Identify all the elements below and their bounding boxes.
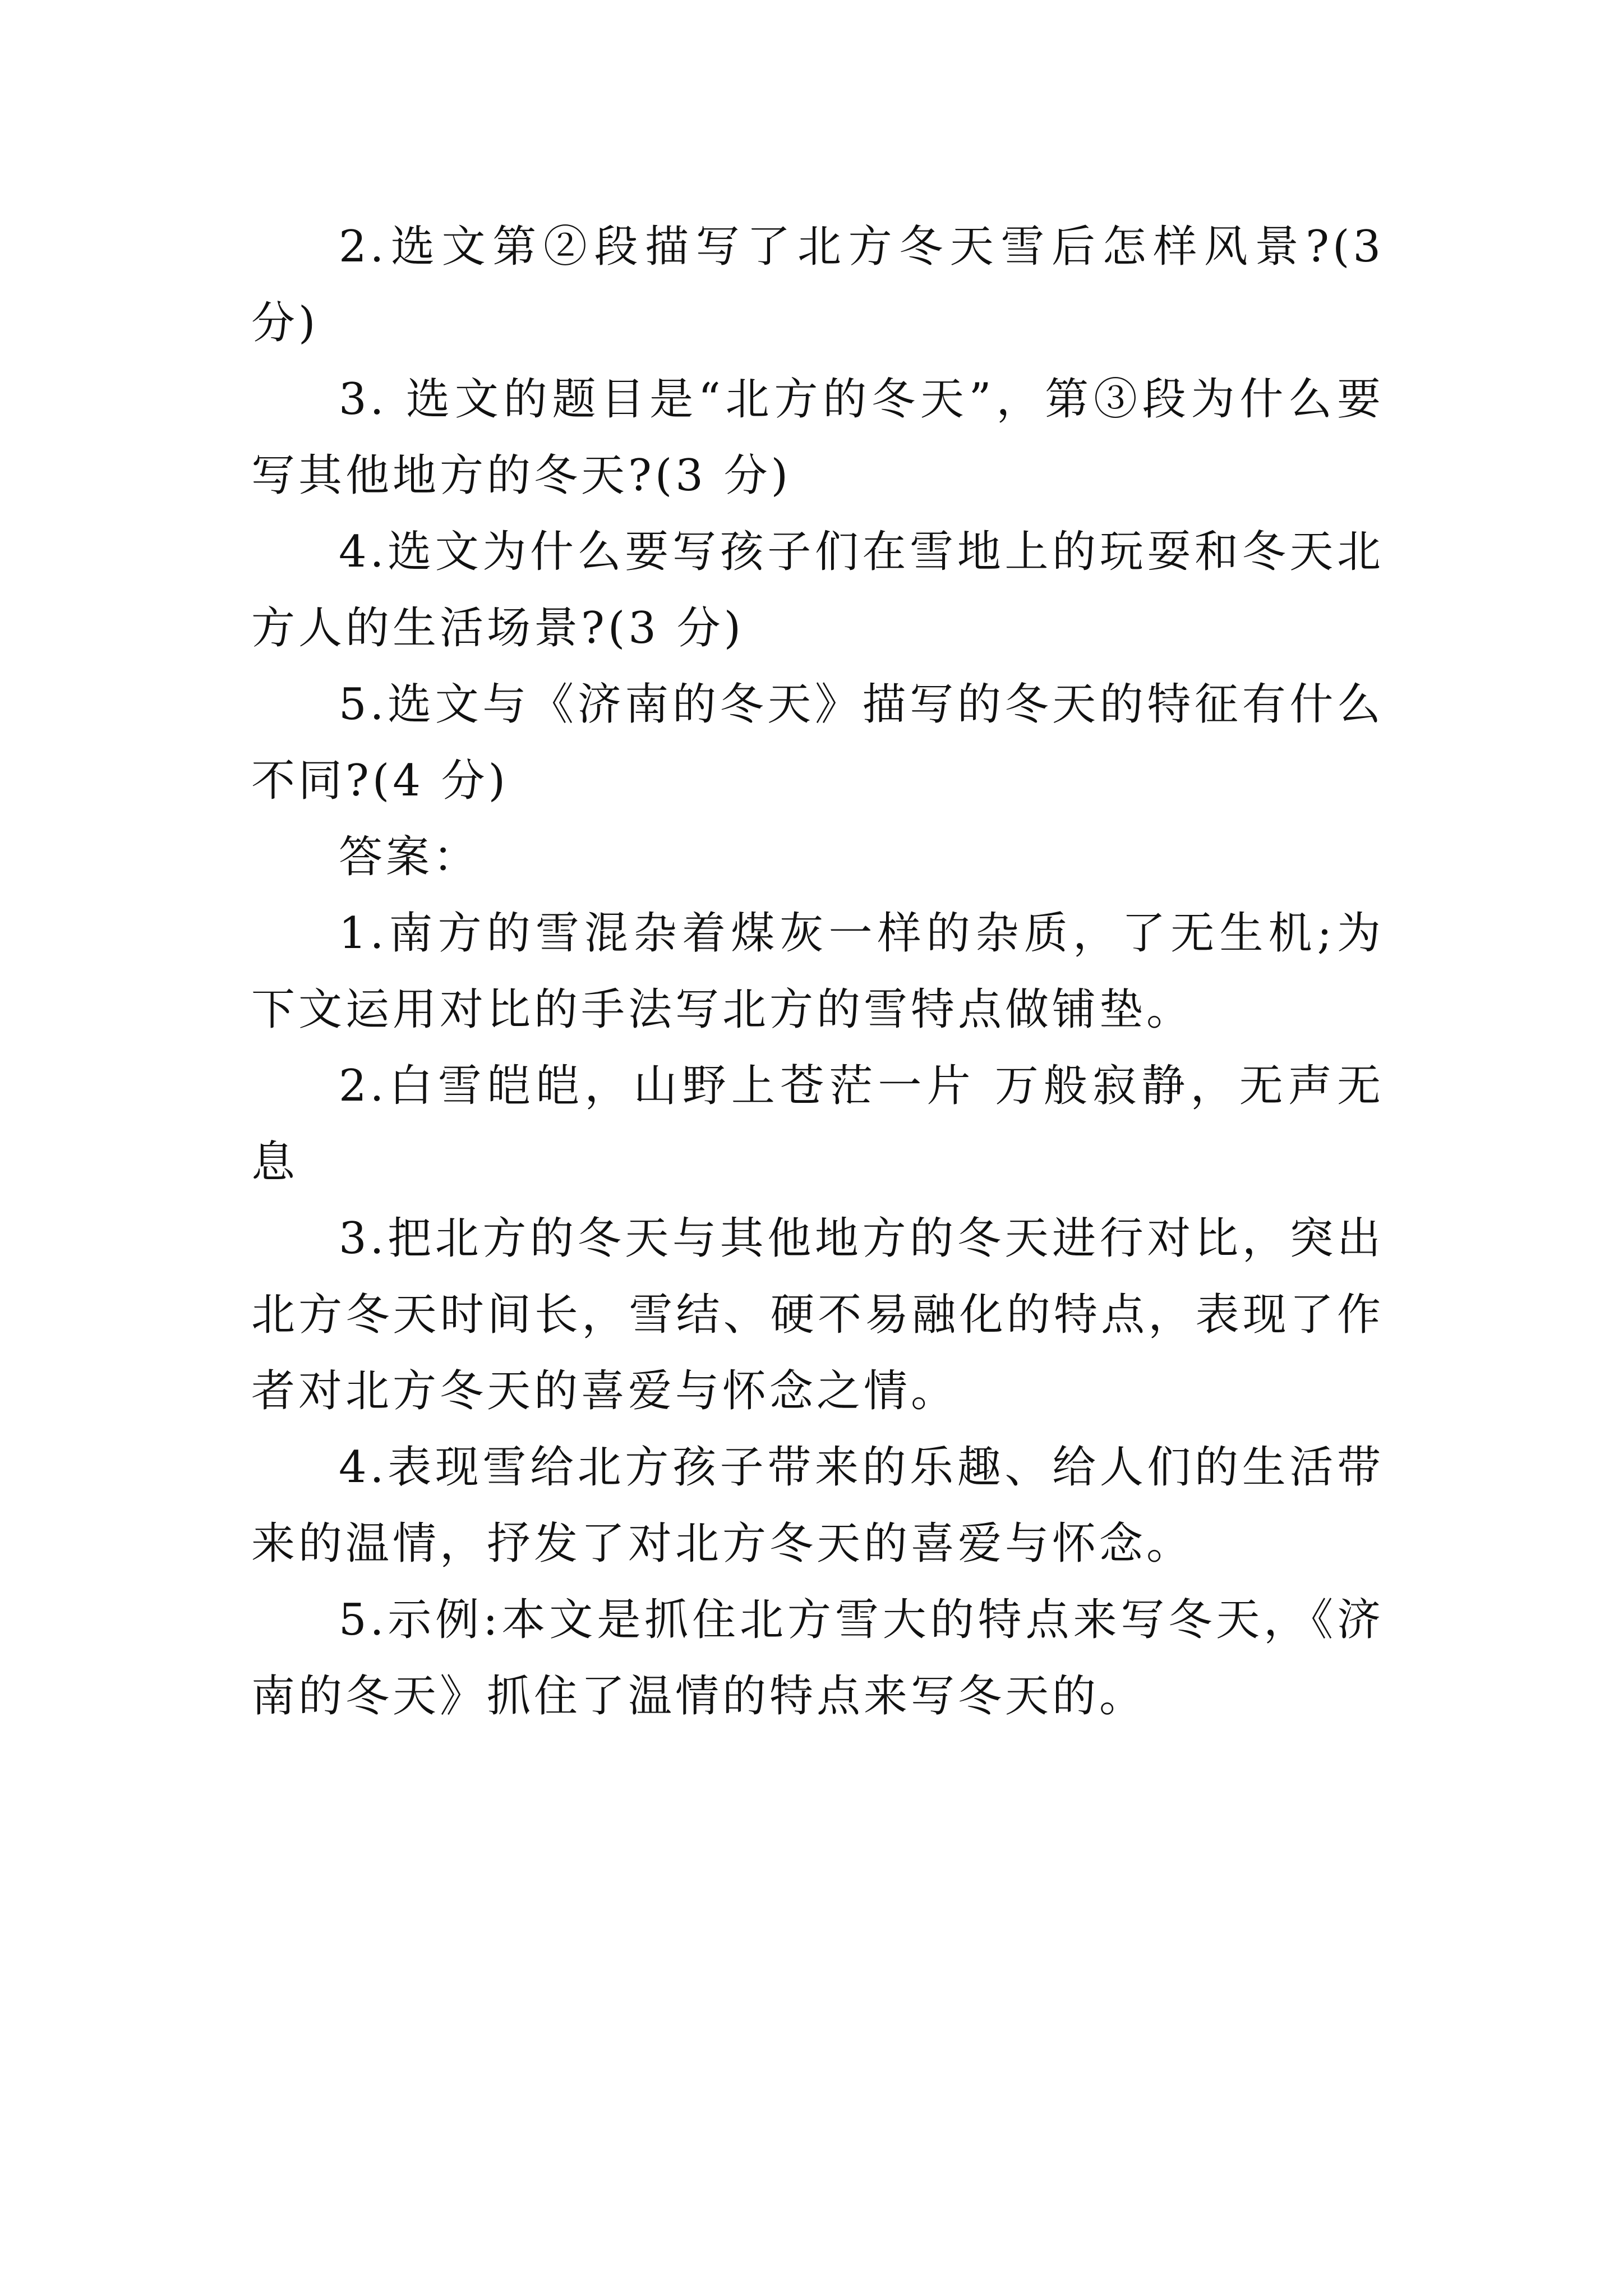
question-4: 4.选文为什么要写孩子们在雪地上的玩耍和冬天北方人的生活场景?(3 分) (251, 527, 1384, 654)
answer-heading: 答案： (339, 832, 481, 882)
answer-2: 2.白雪皑皑，山野上苍茫一片 万般寂静，无声无息 (251, 1061, 1384, 1188)
document-body (251, 209, 1384, 1734)
question-2: 2.选文第②段描写了北方冬天雪后怎样风景?(3 分) (251, 222, 1384, 348)
question-3: 3. 选文的题目是“北方的冬天”，第③段为什么要写其他地方的冬天?(3 分) (251, 374, 1384, 501)
answer-1: 1.南方的雪混杂着煤灰一样的杂质，了无生机;为下文运用对比的手法写北方的雪特点做铺垫。 (251, 908, 1384, 1035)
answer-4: 4.表现雪给北方孩子带来的乐趣、给人们的生活带来的温情，抒发了对北方冬天的喜爱与怀念。 (251, 1442, 1384, 1569)
answer-5: 5.示例:本文是抓住北方雪大的特点来写冬天，《济南的冬天》抓住了温情的特点来写冬天的。 (251, 1595, 1384, 1722)
answer-3: 3.把北方的冬天与其他地方的冬天进行对比，突出北方冬天时间长，雪结、硬不易融化的特点，表现了作者对北方冬天的喜爱与怀念之情。 (251, 1213, 1384, 1416)
question-5: 5.选文与《济南的冬天》描写的冬天的特征有什么不同?(4 分) (251, 679, 1384, 806)
